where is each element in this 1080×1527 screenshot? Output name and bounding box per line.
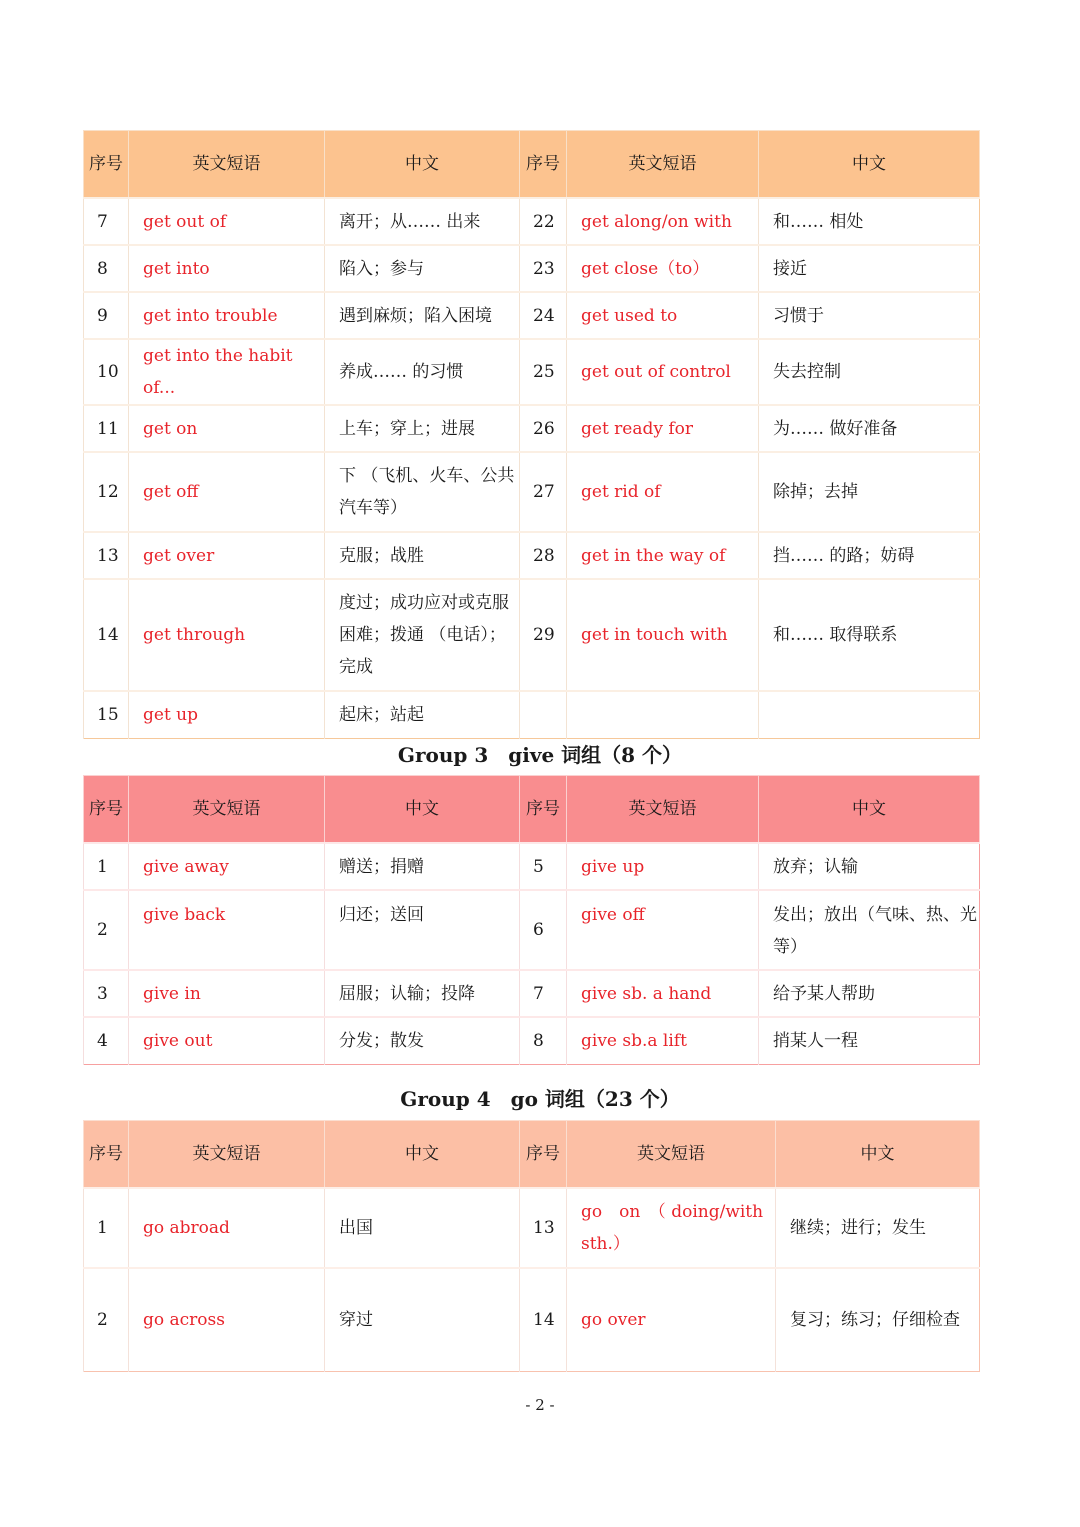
phrase-en: get close（to） — [567, 245, 759, 292]
table-row — [84, 970, 980, 1017]
header-cn: 中文 — [325, 776, 520, 844]
phrase-en: get along/on with — [567, 198, 759, 245]
phrase-en: get into the habit of... — [129, 339, 325, 405]
header-cn: 中文 — [325, 131, 520, 199]
table-row — [84, 339, 980, 405]
row-number: 3 — [84, 970, 129, 1017]
row-number: 13 — [520, 1188, 567, 1268]
header-cn: 中文 — [325, 1121, 520, 1189]
phrase-cn: 捎某人一程 — [759, 1017, 980, 1064]
header-num: 序号 — [520, 1121, 567, 1189]
table-row — [84, 1017, 980, 1064]
phrase-cn: 放弃；认输 — [759, 843, 980, 890]
phrase-en: get into trouble — [129, 292, 325, 339]
row-number: 1 — [84, 1188, 129, 1268]
phrase-cn: 挡…… 的路；妨碍 — [759, 532, 980, 579]
table-header-row — [84, 1121, 980, 1189]
row-number: 27 — [520, 452, 567, 532]
phrase-cn: 陷入；参与 — [325, 245, 520, 292]
phrase-cn: 接近 — [759, 245, 980, 292]
row-number: 2 — [84, 1268, 129, 1371]
table-row — [84, 1188, 980, 1268]
table-row — [84, 198, 980, 245]
phrase-cn: 习惯于 — [759, 292, 980, 339]
row-number: 8 — [84, 245, 129, 292]
phrase-cn: 上车；穿上；进展 — [325, 405, 520, 452]
phrase-en: get used to — [567, 292, 759, 339]
row-number: 8 — [520, 1017, 567, 1064]
row-number: 6 — [520, 890, 567, 970]
phrase-en: give back — [129, 890, 325, 970]
row-number: 14 — [520, 1268, 567, 1371]
row-number: 28 — [520, 532, 567, 579]
row-number: 26 — [520, 405, 567, 452]
table-row — [84, 405, 980, 452]
row-number: 11 — [84, 405, 129, 452]
row-number: 7 — [84, 198, 129, 245]
table-row — [84, 579, 980, 691]
phrase-cn: 除掉；去掉 — [759, 452, 980, 532]
row-number: 13 — [84, 532, 129, 579]
header-en: 英文短语 — [129, 131, 325, 199]
table-row — [84, 292, 980, 339]
page-number: - 2 - — [525, 1396, 555, 1414]
phrase-cn: 克服；战胜 — [325, 532, 520, 579]
phrase-cn: 起床；站起 — [325, 691, 520, 738]
group4-title: Group 4 go 词组（23 个） — [400, 1087, 680, 1111]
phrase-cn: 发出；放出（气味、热、光等） — [759, 890, 980, 970]
phrase-cn: 度过；成功应对或克服困难；拨通 （电话）；完成 — [325, 579, 520, 691]
phrase-cn — [759, 691, 980, 738]
row-number: 22 — [520, 198, 567, 245]
phrase-cn: 继续；进行；发生 — [776, 1188, 980, 1268]
row-number: 5 — [520, 843, 567, 890]
phrase-cn: 失去控制 — [759, 339, 980, 405]
row-number: 1 — [84, 843, 129, 890]
phrase-en: get up — [129, 691, 325, 738]
phrase-en: go abroad — [129, 1188, 325, 1268]
phrase-en: give up — [567, 843, 759, 890]
phrase-cn: 复习；练习；仔细检查 — [776, 1268, 980, 1371]
phrase-cn: 归还；送回 — [325, 890, 520, 970]
row-number: 14 — [84, 579, 129, 691]
header-cn: 中文 — [759, 131, 980, 199]
phrase-en: go on （ doing/with sth.） — [567, 1188, 776, 1268]
row-number: 29 — [520, 579, 567, 691]
header-cn: 中文 — [759, 776, 980, 844]
phrase-en: get off — [129, 452, 325, 532]
row-number: 12 — [84, 452, 129, 532]
phrase-en: get in the way of — [567, 532, 759, 579]
phrase-cn: 和…… 相处 — [759, 198, 980, 245]
phrase-en: get on — [129, 405, 325, 452]
phrase-en: give in — [129, 970, 325, 1017]
header-num: 序号 — [520, 776, 567, 844]
phrase-en: get ready for — [567, 405, 759, 452]
table-row — [84, 245, 980, 292]
header-en: 英文短语 — [567, 1121, 776, 1189]
go-phrases-table — [83, 1120, 980, 1372]
phrase-cn: 为…… 做好准备 — [759, 405, 980, 452]
table-row — [84, 452, 980, 532]
phrase-en — [567, 691, 759, 738]
row-number: 15 — [84, 691, 129, 738]
header-num: 序号 — [520, 131, 567, 199]
phrase-cn: 遇到麻烦；陷入困境 — [325, 292, 520, 339]
header-num: 序号 — [84, 1121, 129, 1189]
row-number: 9 — [84, 292, 129, 339]
row-number: 10 — [84, 339, 129, 405]
table-row — [84, 691, 980, 738]
phrase-en: go across — [129, 1268, 325, 1371]
phrase-en: get rid of — [567, 452, 759, 532]
phrase-en: get over — [129, 532, 325, 579]
row-number — [520, 691, 567, 738]
give-phrases-table — [83, 775, 980, 1065]
phrase-cn: 和…… 取得联系 — [759, 579, 980, 691]
table-row — [84, 1268, 980, 1371]
row-number: 4 — [84, 1017, 129, 1064]
table-row — [84, 532, 980, 579]
phrase-cn: 离开；从…… 出来 — [325, 198, 520, 245]
row-number: 23 — [520, 245, 567, 292]
phrase-en: give sb.a lift — [567, 1017, 759, 1064]
phrase-en: give away — [129, 843, 325, 890]
table-header-row — [84, 776, 980, 844]
table-row — [84, 843, 980, 890]
phrase-en: get through — [129, 579, 325, 691]
header-en: 英文短语 — [567, 131, 759, 199]
group3-title: Group 3 give 词组（8 个） — [397, 743, 683, 767]
phrase-cn: 下 （飞机、火车、公共汽车等） — [325, 452, 520, 532]
phrase-cn: 赠送；捐赠 — [325, 843, 520, 890]
phrase-en: get out of — [129, 198, 325, 245]
get-phrases-table — [83, 130, 980, 739]
table-row — [84, 890, 980, 970]
header-num: 序号 — [84, 776, 129, 844]
header-cn: 中文 — [776, 1121, 980, 1189]
phrase-cn: 给予某人帮助 — [759, 970, 980, 1017]
table-header-row — [84, 131, 980, 199]
row-number: 7 — [520, 970, 567, 1017]
phrase-en: go over — [567, 1268, 776, 1371]
row-number: 2 — [84, 890, 129, 970]
phrase-cn: 出国 — [325, 1188, 520, 1268]
phrase-cn: 分发；散发 — [325, 1017, 520, 1064]
phrase-en: get in touch with — [567, 579, 759, 691]
header-num: 序号 — [84, 131, 129, 199]
row-number: 24 — [520, 292, 567, 339]
header-en: 英文短语 — [567, 776, 759, 844]
phrase-cn: 穿过 — [325, 1268, 520, 1371]
phrase-en: give sb. a hand — [567, 970, 759, 1017]
phrase-cn: 养成…… 的习惯 — [325, 339, 520, 405]
phrase-en: get out of control — [567, 339, 759, 405]
header-en: 英文短语 — [129, 1121, 325, 1189]
phrase-en: give off — [567, 890, 759, 970]
header-en: 英文短语 — [129, 776, 325, 844]
phrase-en: get into — [129, 245, 325, 292]
row-number: 25 — [520, 339, 567, 405]
phrase-en: give out — [129, 1017, 325, 1064]
phrase-cn: 屈服；认输；投降 — [325, 970, 520, 1017]
